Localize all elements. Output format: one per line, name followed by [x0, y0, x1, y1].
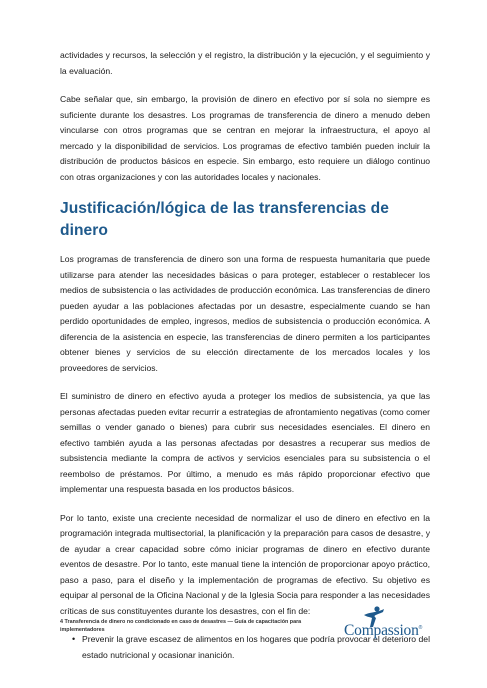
- footer-title: Transferencia de dinero no condicionado en caso de desastres — Guía de capacitación para implementadores: [60, 619, 302, 633]
- paragraph-cash-limitations: Cabe señalar que, sin embargo, la provisión de dinero en efectivo por sí sola no siempre es suficiente durante los desastres. Los programas de transferencia de dinero a menudo deben vincularse con otros programas que se centran en mejorar la infraestructura, el apoyo al mercado y la disponibilidad de servicios. Los programas de efectivo también pueden incluir la distribución de productos básicos en especie. Sin embargo, esto requiere un diálogo continuo con otras organizaciones y con las autoridades locales y nacionales.: [60, 94, 430, 182]
- bullet-text: Prevenir la grave escasez de alimentos en los hogares que podría provocar el deterioro del estado nutricional y ocasionar inanición.: [82, 634, 430, 660]
- paragraph-continuation: actividades y recursos, la selección y el registro, la distribución y la ejecución, y el seguimiento y la evaluación.: [60, 50, 430, 76]
- paragraph-livelihoods: El suministro de dinero en efectivo ayuda a proteger los medios de subsistencia, ya que las personas afectadas pueden evitar recurrir a estrategias de afrontamiento negativas (como comer semillas o vender ganado o bienes) para cubrir sus necesidades esenciales. El dinero en efectivo también ayuda a las personas afectadas por desastres a recuperar sus medios de subsistencia mediante la compra de activos y servicios esenciales para su subsistencia o el reembolso de préstamos. Por último, a menudo es más rápido proporcionar efectivo que implementar una respuesta basada en los productos básicos.: [60, 391, 430, 494]
- paragraph-cash-transfer-programs: Los programas de transferencia de dinero son una forma de respuesta humanitaria que puede utilizarse para atender las necesidades básicas o para proteger, establecer o restablecer los medios de subsistencia o las actividades de producción económica. Las transferencias de dinero pueden ayudar a las poblaciones afectadas por un desastre, especialmente cuando se han perdido oportunidades de empleo, ingresos, medios de subsistencia o producción económica. A diferencia de la asistencia en especie, las transferencias de dinero permiten a los participantes obtener bienes y servicios de su elección directamente de los mercados locales y los proveedores de servicios.: [60, 254, 430, 373]
- logo-text: Compassion: [344, 622, 419, 639]
- trademark-symbol: ®: [418, 624, 423, 631]
- page-number: 4: [60, 619, 63, 625]
- paragraph-manual-purpose: Por lo tanto, existe una creciente necesidad de normalizar el uso de dinero en efectivo en la programación integrada multisectorial, la planificación y la preparación para casos de desastre, y de ayudar a crear capacidad sobre cómo iniciar programas de dinero en efectivo durante eventos de desastre. Por lo tanto, este manual tiene la intención de proporcionar apoyo práctico, paso a paso, para el diseño y la implementación de programas de efectivo. Su objetivo es equipar al personal de la Oficina Nacional y de la Iglesia Socia para responder a las necesidades críticas de sus constituyentes durante los desastres, con el fin de:: [60, 512, 430, 616]
- bullet-icon: •: [72, 634, 76, 644]
- compassion-logo: [344, 606, 434, 646]
- page-content: [60, 48, 430, 663]
- logo-wordmark: [344, 622, 438, 640]
- section-heading: Justificación/lógica de las transferencias de dinero: [60, 200, 389, 239]
- page-footer: [60, 619, 330, 634]
